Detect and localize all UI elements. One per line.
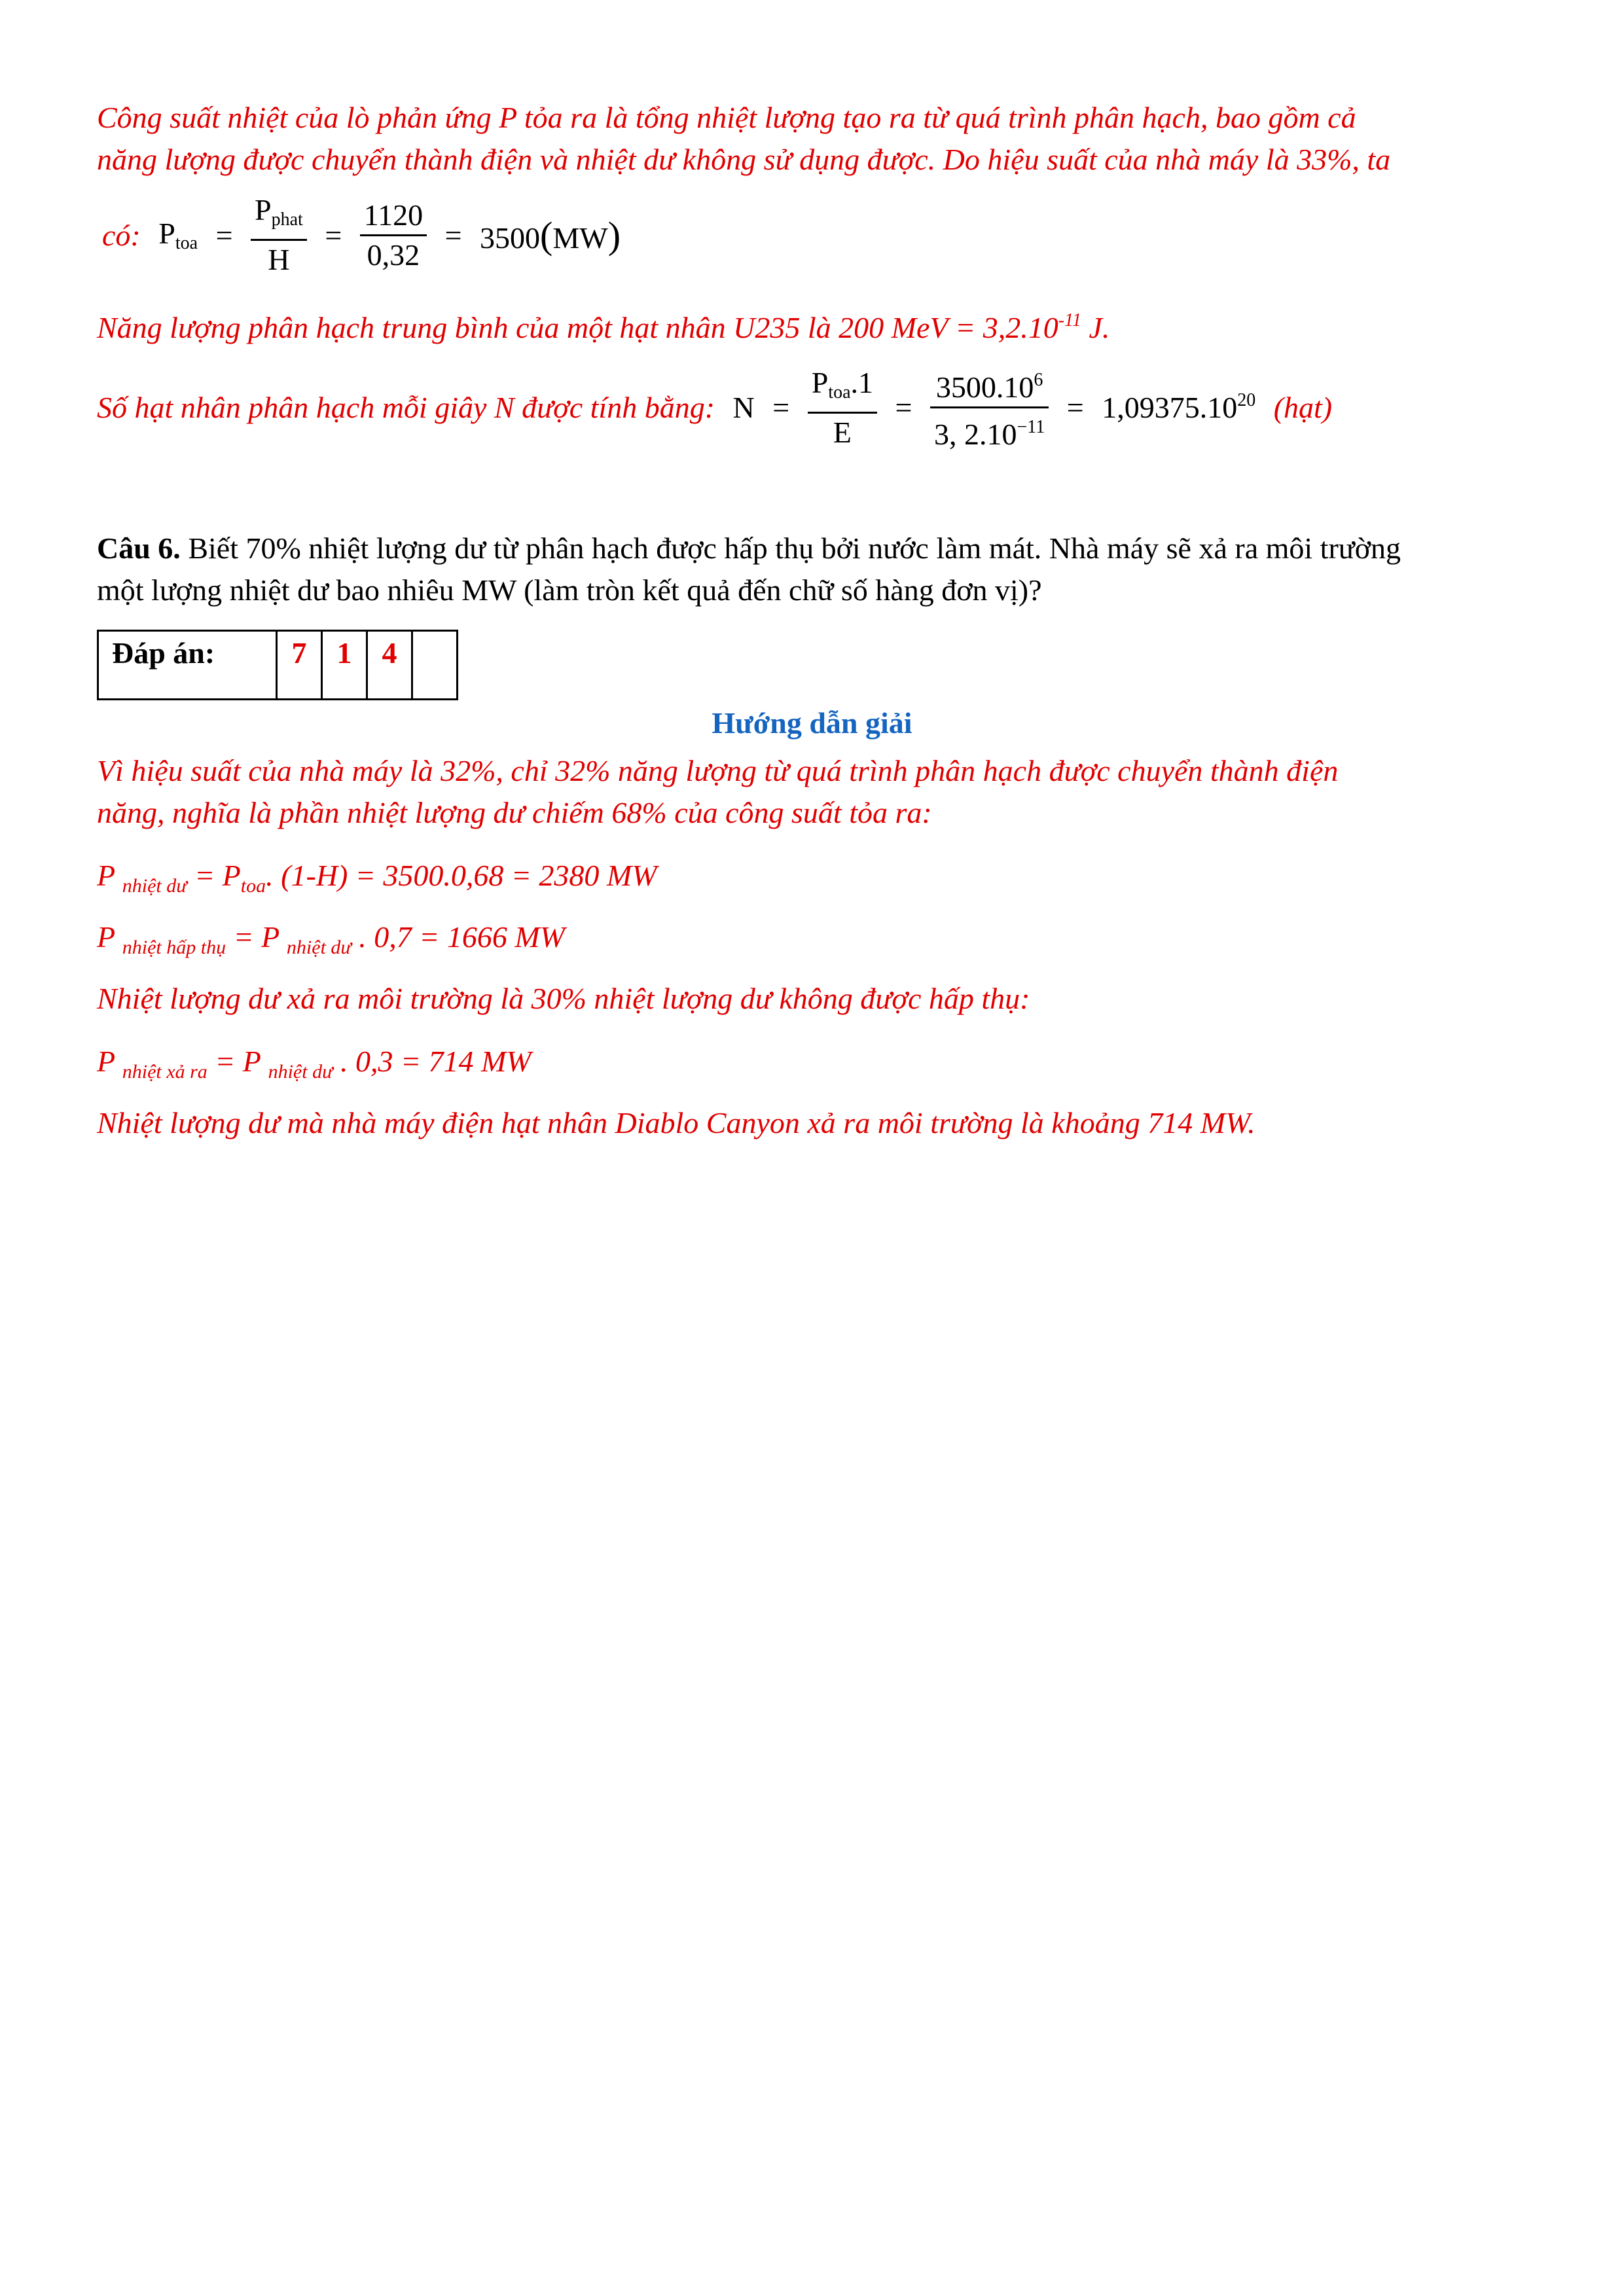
eq2-fraction-1: $\frac{P_{toa}.1}{E}$ <box>808 364 877 452</box>
intro-line-1: Công suất nhiệt của lò phản ứng P tỏa ra là tổng nhiệt lượng tạo ra từ quá trình phân hạch, bao gồm cả <box>97 101 1356 134</box>
formula-heat-released: P $_{nhiệt xả ra}$ = P $_{nhiệt dư}$ . 0,3 = 714 MW <box>97 1045 532 1083</box>
solution-line-3: Nhiệt lượng dư xả ra môi trường là 30% nhiệt lượng dư không được hấp thụ: <box>97 982 1030 1015</box>
solution-conclusion: Nhiệt lượng dư mà nhà máy điện hạt nhân Diablo Canyon xả ra môi trường là khoảng 714 MW. <box>97 1106 1255 1139</box>
solution-line-1: Vì hiệu suất của nhà máy là 32%, chỉ 32% năng lượng từ quá trình phân hạch được chuyển thành điện <box>97 754 1339 787</box>
answer-digit-3[interactable]: 4 <box>367 631 412 700</box>
eq2-fraction-2: $\frac{3500.10^6}{3, 2.10^{-11}}$ <box>930 361 1049 454</box>
co-label: có: <box>102 218 141 252</box>
solution-line-2: năng, nghĩa là phần nhiệt lượng dư chiếm 68% của công suất tỏa ra: <box>97 796 932 829</box>
eq1-lhs: $P_{toa}$ <box>158 217 198 253</box>
answer-digit-4[interactable] <box>412 631 458 700</box>
question-line-2: một lượng nhiệt dư bao nhiêu MW (làm tròn kết quả đến chữ số hàng đơn vị)? <box>97 573 1042 607</box>
n-label: Số hạt nhân phân hạch mỗi giây N được tính bằng: <box>97 391 715 424</box>
answer-table <box>97 630 458 700</box>
answer-digit-1[interactable]: 7 <box>277 631 322 700</box>
eq1-fraction-2: $\frac{1120}{0,32}$ <box>360 196 427 274</box>
answer-digit-2[interactable]: 1 <box>322 631 367 700</box>
formula-heat-excess: P $_{nhiệt dư} = P_{toa}$. (1-H) = 3500.0,68 = 2380 MW <box>97 859 657 897</box>
energy-line: Năng lượng phân hạch trung bình của một hạt nhân U235 là 200 MeV = $3,2.10^{-11}$ J. <box>97 310 1110 344</box>
eq1-fraction-1: $\frac{P_{phat}}{H}$ <box>251 191 307 279</box>
intro-line-2: năng lượng được chuyển thành điện và nhiệt dư không sử dụng được. Do hiệu suất của nhà máy là 33%, ta <box>97 143 1391 176</box>
question-line-1: Câu 6. Biết 70% nhiệt lượng dư từ phân hạch được hấp thụ bởi nước làm mát. Nhà máy sẽ xả ra môi trường <box>97 531 1401 565</box>
equation-p-toa: có: $P_{toa}$ = $\frac{P_{phat}}{H}$ = $\frac{1120}{0,32}$ = 3500(MW) <box>97 191 626 279</box>
solution-heading: Hướng dẫn giải <box>712 706 912 740</box>
formula-heat-absorbed: P $_{nhiệt hấp thụ}$ = P $_{nhiệt dư}$ . 0,7 = 1666 MW <box>97 920 565 959</box>
eq2-result: 1,09375.10$^{20}$ <box>1102 390 1256 424</box>
eq1-result: 3500(MW) <box>480 213 621 257</box>
question-label: Câu 6. <box>97 531 181 565</box>
eq2-unit: (hạt) <box>1273 391 1333 424</box>
equation-n: Số hạt nhân phân hạch mỗi giây N được tính bằng: N = $\frac{P_{toa}.1}{E}$ = $\frac{3500.10^6}{3, 2.10^{-11}}$ = 1,09375.10$^{20}$ (hạt) <box>97 361 1337 454</box>
answer-label: Đáp án: <box>98 631 277 700</box>
